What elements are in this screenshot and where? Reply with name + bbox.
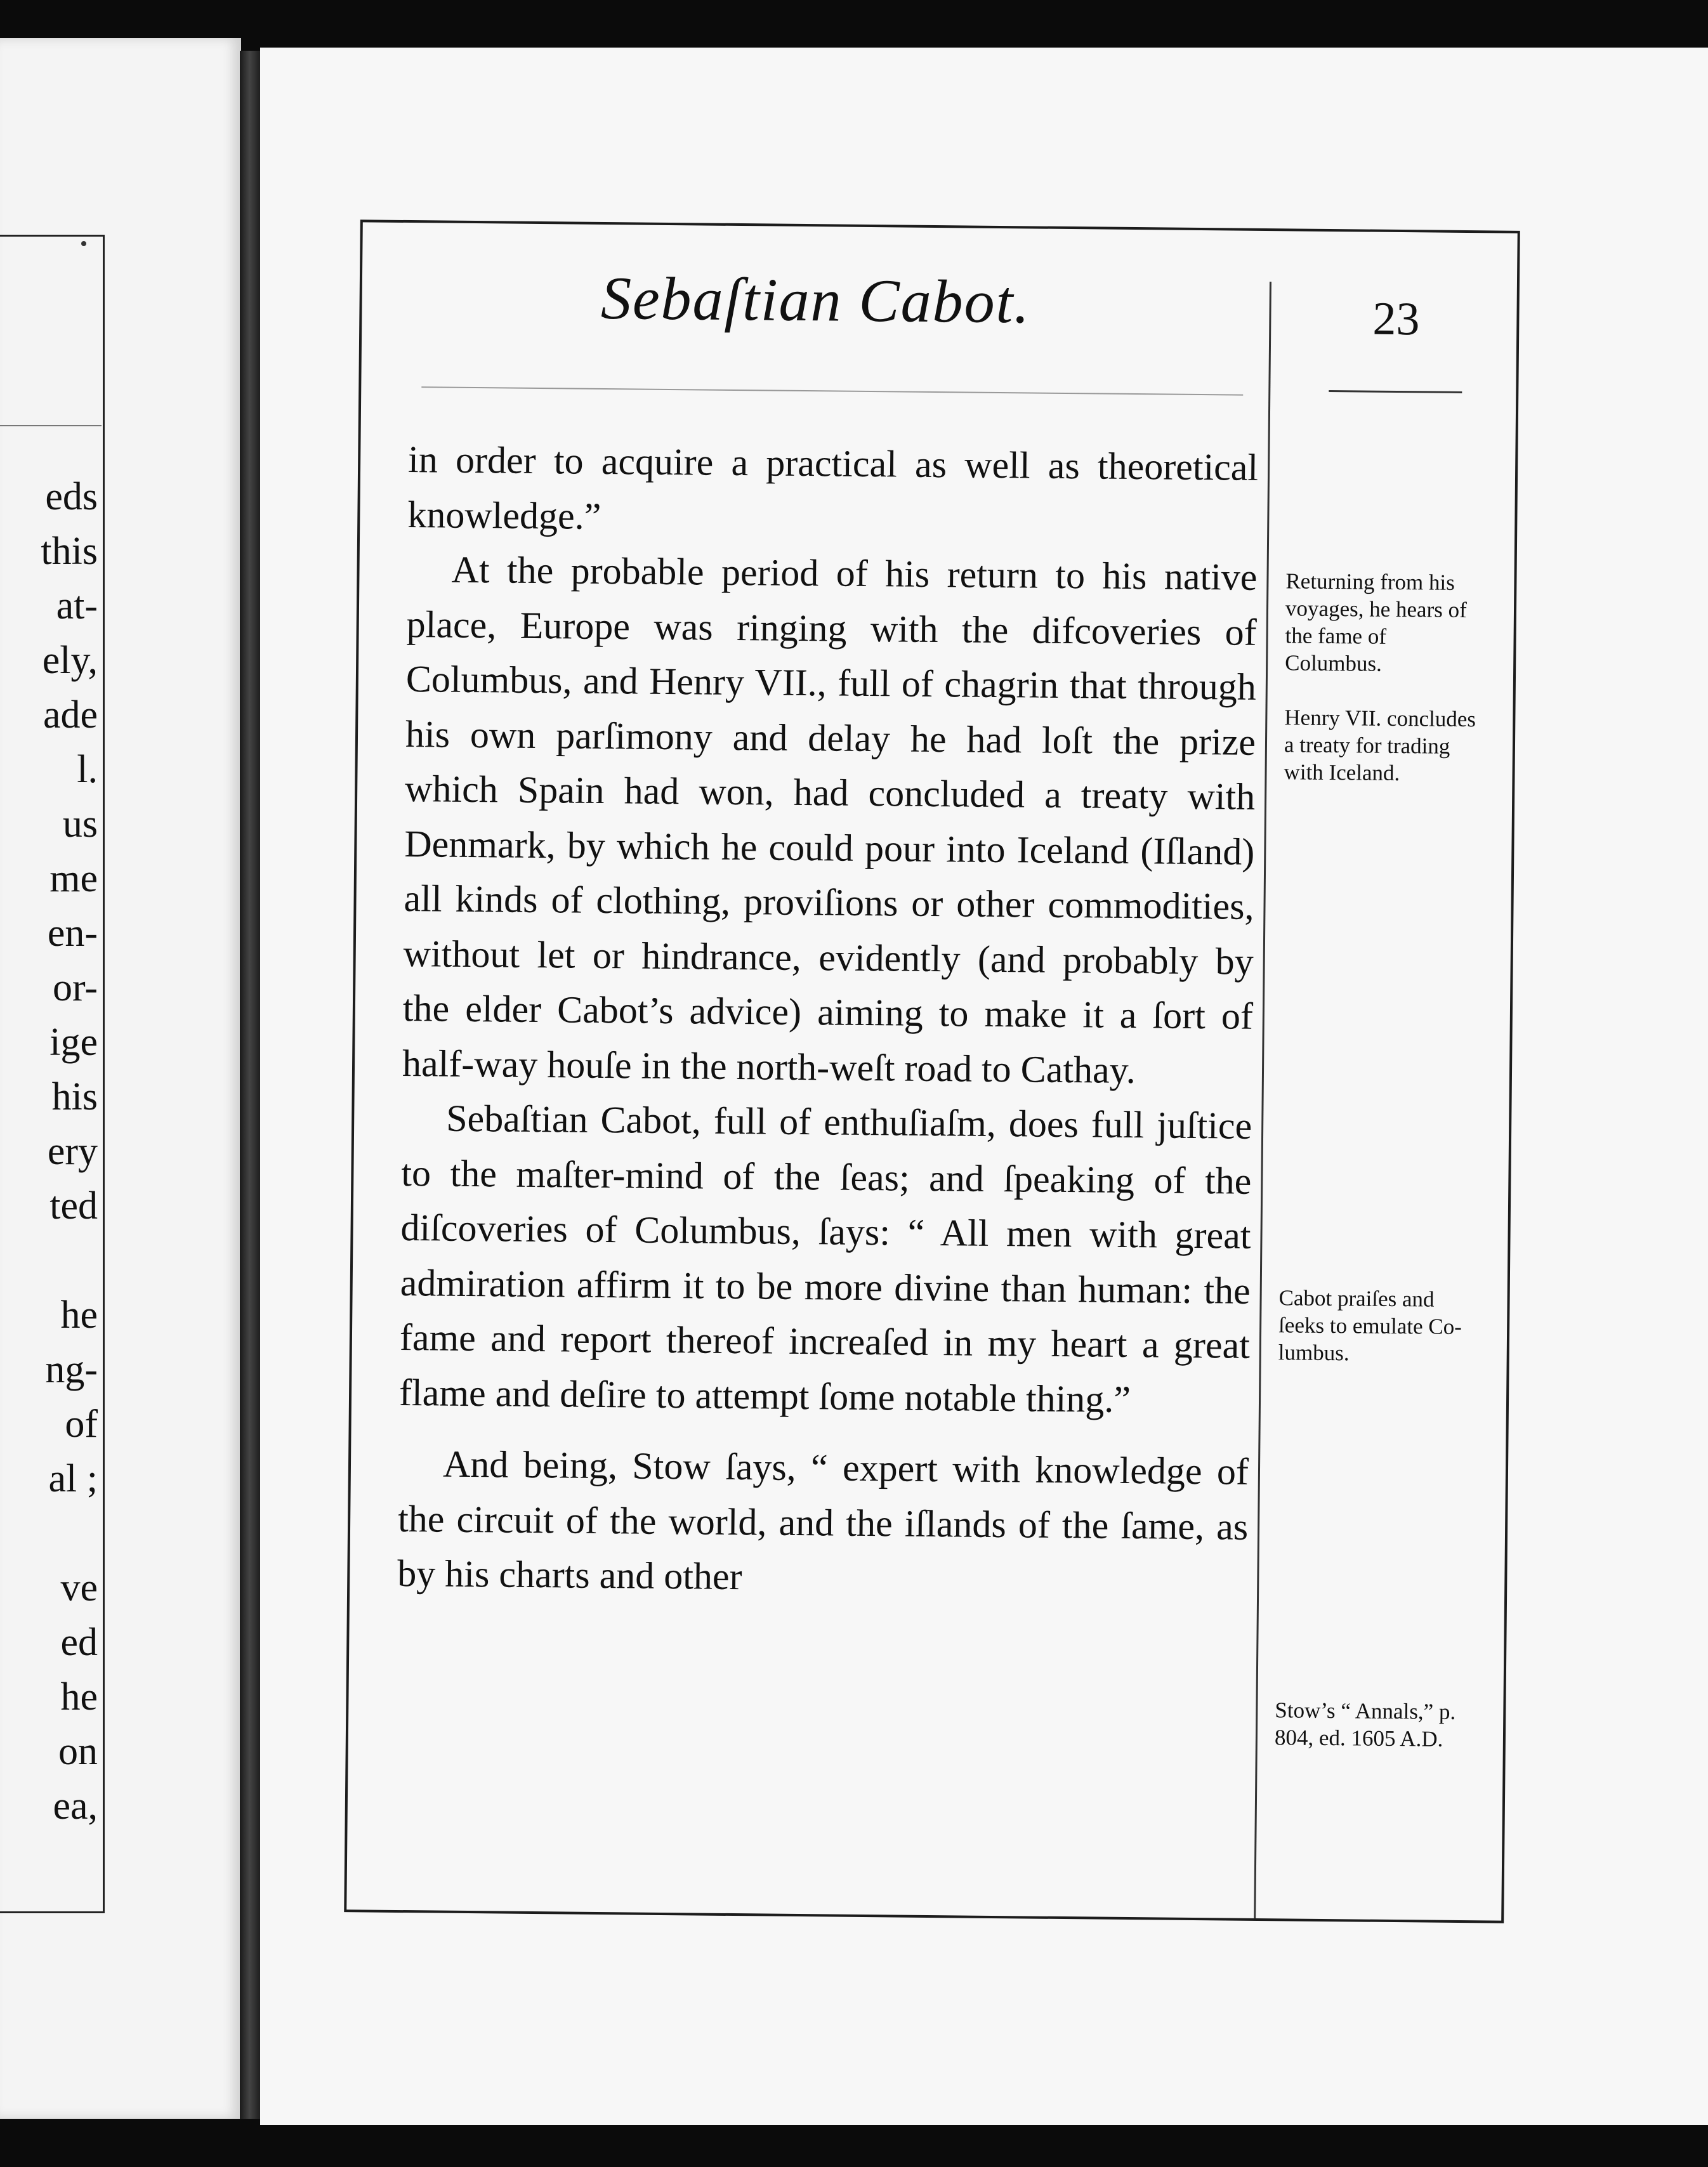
margin-note: Returning from his voyages, he hears of the fame of Columbus. — [1285, 568, 1467, 676]
previous-page-line: l. — [77, 748, 98, 791]
paragraph: in order to acquire a practical as well as theoretical knowledge.” — [407, 438, 1259, 537]
paragraph: At the probable period of his return to his native place, Europe was ringing with the difcoveries of Columbus, and Henry VII., full of chagrin that through his own parſimony and delay he had loſt the prize which Spain had won, had concluded a treaty with Denmark, by which he could pour into Iceland (Iſland) all kinds of clothing, proviſions or other commodities, without let or hindrance, evidently (and probably by the elder Cabot’s advice) aiming to make it a ſort of half-way houſe in the north-weſt road to Cathay. — [402, 548, 1258, 1091]
previous-page-line — [0, 1233, 98, 1288]
body-text — [397, 432, 1259, 1609]
page-number-rule — [1329, 390, 1462, 393]
previous-page-line: his — [51, 1075, 98, 1118]
previous-page-line: he — [60, 1675, 98, 1719]
margin-note: Cabot praiſes and ſeeks to emulate Columbus. — [1278, 1285, 1462, 1366]
book-page — [260, 48, 1708, 2125]
previous-page-line: or- — [52, 966, 98, 1009]
previous-page-line: ted — [49, 1184, 98, 1228]
previous-page-line: this — [41, 530, 98, 573]
paragraph: And being, Stow ſays, “ expert with knowledge of the circuit of the world, and the iſlands of the ſame, as by his charts and other — [397, 1443, 1249, 1598]
previous-page-line: me — [49, 857, 98, 900]
previous-page-rule — [0, 425, 102, 426]
page-number: 23 — [1372, 292, 1420, 346]
header-rule — [421, 386, 1243, 395]
previous-page-text — [0, 469, 98, 1833]
previous-page-line: ade — [43, 693, 98, 737]
paragraph: Sebaſtian Cabot, full of enthuſiaſm, does full juſtice to the maſter-mind of the ſeas; and ſpeaking of the diſcoveries of Columbus, ſays: “ All men with great admiration affirm it to be more divine than human: the fame and report thereof increaſed in my heart a great flame and deſire to attempt ſome notable thing.” — [398, 1097, 1252, 1420]
previous-page-line: he — [60, 1293, 98, 1337]
previous-page-line: ve — [60, 1566, 98, 1609]
previous-page-line: en- — [47, 912, 98, 955]
previous-page-line: ea, — [53, 1784, 98, 1828]
previous-page-line: ery — [47, 1130, 98, 1173]
margin-note: Henry VII. concludes a treaty for trading with Iceland. — [1284, 705, 1476, 786]
previous-page-line: on — [58, 1730, 98, 1773]
previous-page-line: us — [62, 802, 98, 846]
margin-note: Stow’s “ Annals,” p. 804, ed. 1605 A.D. — [1274, 1698, 1456, 1751]
previous-page-line: eds — [45, 475, 98, 518]
previous-page-line: at- — [56, 584, 98, 627]
previous-page-line: ely, — [42, 639, 98, 682]
previous-page-line: ige — [49, 1021, 98, 1064]
previous-page-line: al ; — [48, 1457, 98, 1500]
page-frame — [344, 219, 1520, 1923]
previous-page-line: ng- — [45, 1348, 98, 1391]
running-title: Sebaſtian Cabot. — [600, 263, 1031, 336]
previous-page-line — [0, 1506, 98, 1561]
previous-page-line: of — [65, 1403, 98, 1446]
previous-page — [0, 38, 241, 2119]
book-spine — [240, 51, 261, 2119]
previous-page-line: ed — [60, 1621, 98, 1664]
